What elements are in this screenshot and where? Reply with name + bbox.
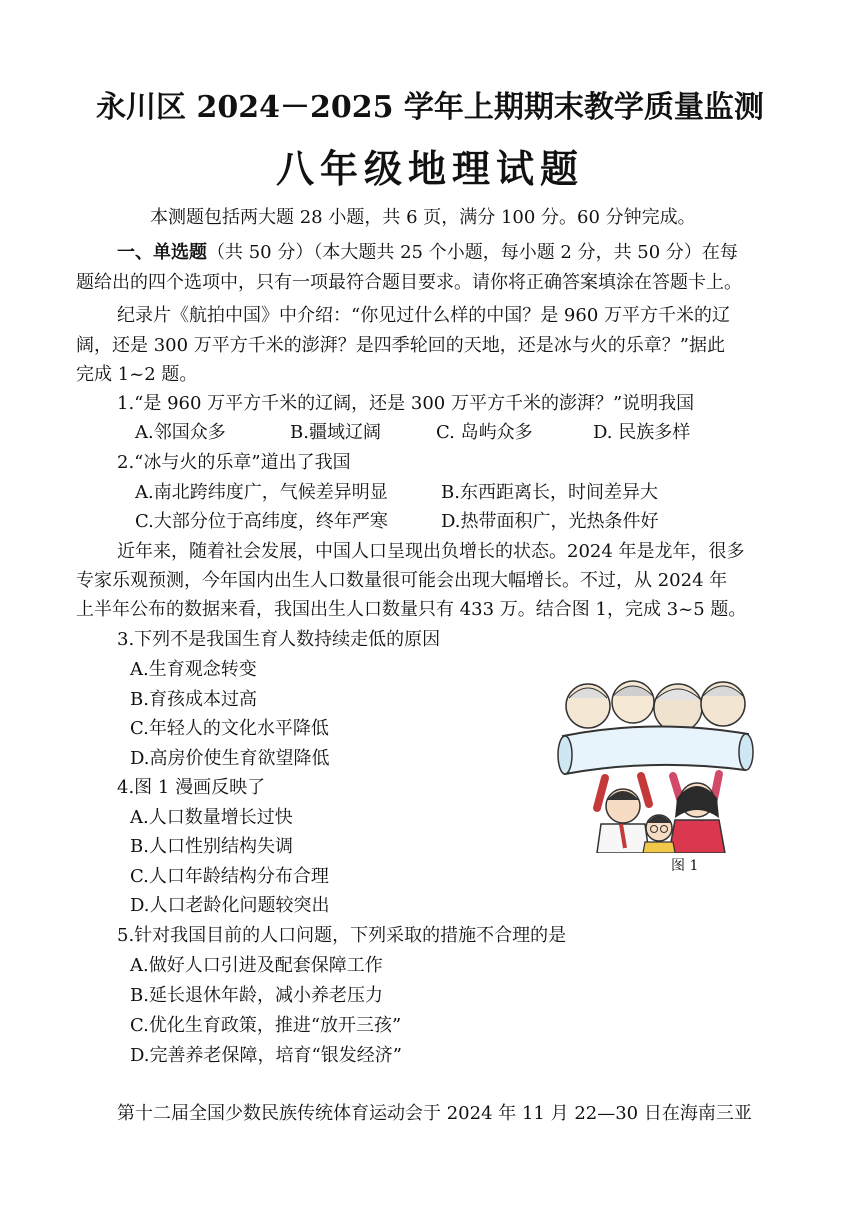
passage-line: 阔，还是 300 万平方千米的澎湃？是四季轮回的天地，还是冰与火的乐章？”据此 — [76, 335, 725, 356]
figure-caption: 图 1 — [671, 858, 699, 874]
cartoon-drawing — [553, 678, 755, 853]
passage-line: 第十二届全国少数民族传统体育运动会于 2024 年 11 月 22—30 日在海南三亚 — [117, 1103, 752, 1124]
option-b: B.疆域辽阔 — [290, 422, 381, 443]
passage-line: 近年来，随着社会发展，中国人口呈现出负增长的状态。2024 年是龙年，很多 — [117, 541, 745, 562]
passage-line: 上半年公布的数据来看，我国出生人口数量只有 433 万。结合图 1，完成 3~5 题。 — [76, 599, 747, 620]
subject-title: 八年级地理试题 — [275, 146, 584, 191]
passage-line: 纪录片《航拍中国》中介绍：“你见过什么样的中国？是 960 万平方千米的辽 — [117, 305, 730, 326]
option-d: D.人口老龄化问题较突出 — [130, 895, 330, 916]
option-d: D.完善养老保障，培育“银发经济” — [130, 1045, 402, 1066]
question-stem: 2.“冰与火的乐章”道出了我国 — [117, 452, 351, 473]
question-stem: 3.下列不是我国生育人数持续走低的原因 — [117, 629, 441, 650]
question-stem: 1.“是 960 万平方千米的辽阔，还是 300 万平方千米的澎湃？”说明我国 — [117, 393, 695, 414]
option-c: C.大部分位于高纬度，终年严寒 — [135, 511, 388, 532]
option-c: C.年轻人的文化水平降低 — [130, 718, 329, 739]
option-a: A.邻国众多 — [135, 422, 226, 443]
section-description: （共 50 分）（本大题共 25 个小题，每小题 2 分，共 50 分）在每 — [207, 242, 738, 263]
passage-line: 专家乐观预测，今年国内出生人口数量很可能会出现大幅增长。不过，从 2024 年 — [76, 570, 728, 591]
option-b: B.人口性别结构失调 — [130, 836, 293, 857]
option-d: D.高房价使生育欲望降低 — [130, 748, 330, 769]
option-b: B.东西距离长，时间差异大 — [441, 482, 658, 503]
option-a: A.南北跨纬度广，气候差异明显 — [135, 482, 388, 503]
passage-line: 完成 1~2 题。 — [76, 364, 198, 385]
section-heading — [117, 238, 738, 268]
cartoon-illustration — [553, 678, 755, 853]
option-d: D. 民族多样 — [593, 422, 691, 443]
option-c: C. 岛屿众多 — [436, 422, 533, 443]
section-title: 一、单选题 — [117, 242, 207, 263]
question-stem: 5.针对我国目前的人口问题，下列采取的措施不合理的是 — [117, 925, 567, 946]
exam-title: 永川区 2024－2025 学年上期期末教学质量监测 — [96, 90, 764, 125]
option-c: C.人口年龄结构分布合理 — [130, 866, 329, 887]
option-a: A.生育观念转变 — [130, 659, 257, 680]
exam-instructions: 本测题包括两大题 28 小题，共 6 页，满分 100 分。60 分钟完成。 — [150, 207, 696, 228]
option-a: A.人口数量增长过快 — [130, 807, 293, 828]
section-description-line2: 题给出的四个选项中，只有一项最符合题目要求。请你将正确答案填涂在答题卡上。 — [76, 272, 742, 293]
option-a: A.做好人口引进及配套保障工作 — [130, 955, 383, 976]
option-b: B.育孩成本过高 — [130, 689, 257, 710]
question-stem: 4.图 1 漫画反映了 — [117, 777, 266, 798]
option-b: B.延长退休年龄，减小养老压力 — [130, 985, 383, 1006]
option-c: C.优化生育政策，推进“放开三孩” — [130, 1015, 402, 1036]
option-d: D.热带面积广，光热条件好 — [441, 511, 659, 532]
